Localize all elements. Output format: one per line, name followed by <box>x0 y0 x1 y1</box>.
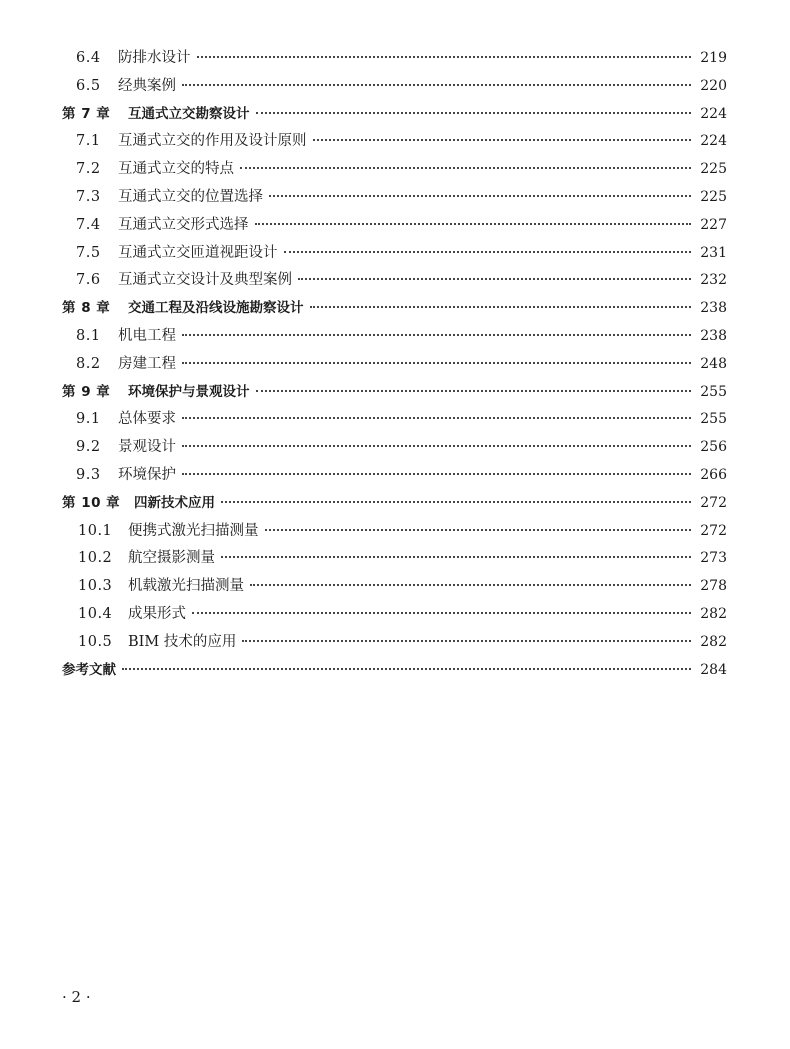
toc-section-row <box>62 601 727 629</box>
toc-entry-page: 256 <box>700 439 727 456</box>
dot-leader <box>182 83 691 86</box>
toc-section-row <box>62 156 727 184</box>
toc-section-row <box>62 629 727 657</box>
toc-chapter-row <box>62 490 727 518</box>
toc-entry-page: 273 <box>700 550 727 567</box>
toc-entry-title: 互通式立交的特点 <box>118 161 234 178</box>
toc-entry-title: 互通式立交形式选择 <box>118 216 249 233</box>
toc-entry-page: 238 <box>700 300 727 317</box>
toc-entry-title: BIM 技术的应用 <box>128 633 237 650</box>
toc-section-row <box>62 573 727 601</box>
toc-entry-number: 10.2 <box>78 550 113 567</box>
toc-entry-title: 互通式立交勘察设计 <box>128 105 250 122</box>
toc-entry-number: 7.1 <box>76 133 101 150</box>
toc-entry-number: 9.1 <box>76 411 101 428</box>
toc-entry-page: 272 <box>700 522 727 539</box>
toc-section-row <box>62 351 727 379</box>
toc-entry-number: 第 10 章 <box>62 494 121 511</box>
dot-leader <box>122 667 691 670</box>
toc-section-row <box>62 323 727 351</box>
toc-section-row <box>62 212 727 240</box>
toc-section-row <box>62 128 727 156</box>
toc-entry-page: 225 <box>700 188 727 205</box>
dot-leader <box>197 55 692 58</box>
dot-leader <box>265 528 692 531</box>
dot-leader <box>250 583 691 586</box>
table-of-contents <box>62 45 727 684</box>
toc-entry-number: 10.3 <box>78 578 113 595</box>
dot-leader <box>242 639 691 642</box>
toc-section-row <box>62 406 727 434</box>
toc-entry-number: 9.3 <box>76 466 101 483</box>
toc-entry-title: 互通式立交设计及典型案例 <box>118 272 292 289</box>
toc-entry-number: 7.2 <box>76 161 101 178</box>
toc-section-row <box>62 240 727 268</box>
dot-leader <box>221 555 691 558</box>
toc-entry-title: 防排水设计 <box>118 50 191 66</box>
toc-entry-number: 7.5 <box>76 244 101 261</box>
toc-entry-number: 7.3 <box>76 188 101 205</box>
toc-entry-number: 6.4 <box>76 50 101 66</box>
toc-entry-page: 232 <box>700 272 727 289</box>
toc-entry-page: 225 <box>700 161 727 178</box>
toc-entry-title: 便携式激光扫描测量 <box>128 522 259 539</box>
toc-section-row <box>62 45 727 73</box>
toc-entry-page: 282 <box>700 633 727 650</box>
toc-entry-number: 7.4 <box>76 216 101 233</box>
toc-section-row <box>62 267 727 295</box>
toc-entry-page: 227 <box>700 216 727 233</box>
toc-entry-number: 10.5 <box>78 633 113 650</box>
toc-section-row <box>62 518 727 546</box>
dot-leader <box>182 472 691 475</box>
toc-section-row <box>62 462 727 490</box>
toc-chapter-row <box>62 295 727 323</box>
dot-leader <box>182 361 691 364</box>
dot-leader <box>256 111 692 114</box>
dot-leader <box>182 333 691 336</box>
toc-entry-page: 284 <box>700 661 727 678</box>
toc-entry-title: 互通式立交的作用及设计原则 <box>118 133 307 150</box>
toc-entry-title: 经典案例 <box>118 77 176 94</box>
dot-leader <box>269 194 691 197</box>
toc-section-row <box>62 434 727 462</box>
toc-entry-number: 8.1 <box>76 327 101 344</box>
toc-section-row <box>62 73 727 101</box>
toc-entry-page: 219 <box>700 50 727 66</box>
toc-entry-page: 282 <box>700 605 727 622</box>
dot-leader <box>221 500 691 503</box>
dot-leader <box>256 389 692 392</box>
toc-entry-page: 248 <box>700 355 727 372</box>
toc-entry-page: 255 <box>700 411 727 428</box>
toc-entry-title: 景观设计 <box>118 439 176 456</box>
dot-leader <box>298 277 691 280</box>
dot-leader <box>192 611 691 614</box>
dot-leader <box>284 250 692 253</box>
dot-leader <box>240 166 691 169</box>
toc-entry-title: 房建工程 <box>118 355 176 372</box>
toc-entry-title: 总体要求 <box>118 411 176 428</box>
toc-entry-number: 10.4 <box>78 605 113 622</box>
toc-entry-page: 224 <box>700 105 727 122</box>
toc-entry-page: 224 <box>700 133 727 150</box>
toc-entry-page: 278 <box>700 578 727 595</box>
toc-entry-title: 环境保护与景观设计 <box>128 383 250 400</box>
toc-entry-page: 272 <box>700 494 727 511</box>
dot-leader <box>182 416 691 419</box>
toc-entry-page: 238 <box>700 327 727 344</box>
toc-entry-number: 9.2 <box>76 439 101 456</box>
toc-chapter-row <box>62 657 727 685</box>
toc-entry-title: 交通工程及沿线设施勘察设计 <box>128 300 304 317</box>
toc-entry-title: 参考文献 <box>62 661 116 678</box>
toc-entry-title: 环境保护 <box>118 466 176 483</box>
toc-entry-page: 231 <box>700 244 727 261</box>
dot-leader <box>313 138 692 141</box>
toc-entry-title: 成果形式 <box>128 605 186 622</box>
toc-entry-title: 四新技术应用 <box>134 494 215 511</box>
page-number: · 2 · <box>62 988 91 1006</box>
toc-entry-page: 255 <box>700 383 727 400</box>
toc-entry-number: 第 9 章 <box>62 383 111 400</box>
toc-entry-number: 7.6 <box>76 272 101 289</box>
toc-entry-number: 8.2 <box>76 355 101 372</box>
toc-entry-title: 航空摄影测量 <box>128 550 215 567</box>
toc-section-row <box>62 184 727 212</box>
toc-entry-page: 266 <box>700 466 727 483</box>
toc-entry-number: 第 8 章 <box>62 300 111 317</box>
toc-chapter-row <box>62 101 727 129</box>
toc-entry-title: 互通式立交的位置选择 <box>118 188 263 205</box>
toc-entry-number: 第 7 章 <box>62 105 111 122</box>
dot-leader <box>182 444 691 447</box>
toc-entry-number: 10.1 <box>78 522 113 539</box>
toc-entry-title: 机载激光扫描测量 <box>128 578 244 595</box>
toc-entry-title: 机电工程 <box>118 327 176 344</box>
toc-entry-title: 互通式立交匝道视距设计 <box>118 244 278 261</box>
dot-leader <box>310 305 692 308</box>
toc-entry-number: 6.5 <box>76 77 101 94</box>
toc-section-row <box>62 545 727 573</box>
toc-chapter-row <box>62 379 727 407</box>
dot-leader <box>255 222 692 225</box>
toc-entry-page: 220 <box>700 77 727 94</box>
